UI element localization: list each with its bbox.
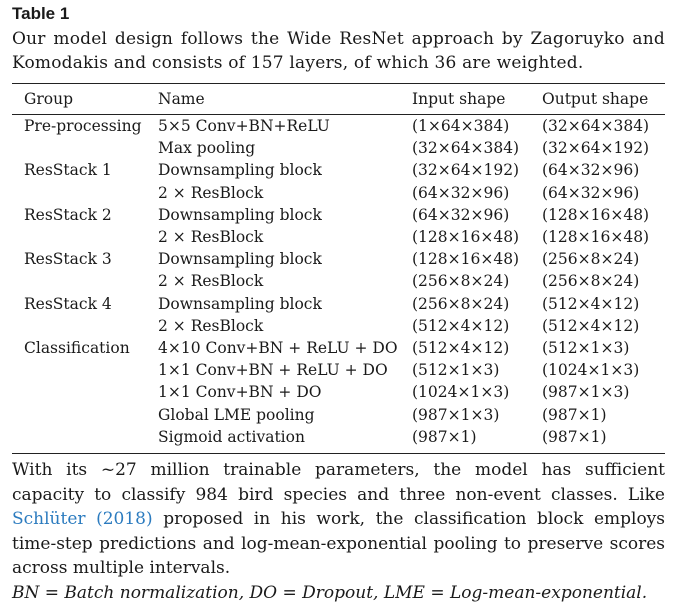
cell-group: [12, 315, 158, 337]
cell-name: 2 × ResBlock: [158, 183, 264, 202]
table-bottom-rule: [12, 453, 665, 454]
table-row: [12, 337, 665, 359]
cell-output-shape: (64×32×96): [542, 183, 640, 202]
cell-input-shape: (987×1): [412, 427, 477, 446]
cell-output-shape: (32×64×192): [542, 139, 650, 158]
cell-input-shape: (32×64×192): [412, 161, 520, 180]
cell-group: [12, 226, 158, 248]
cell-output-shape: (987×1): [542, 427, 607, 446]
table-body: [12, 115, 665, 454]
body-text-after-link: proposed in his work, the classification block employs time-step predictions and log-mean-exponential pooling to preserve scores across multiple intervals.: [12, 509, 666, 579]
table-row: [12, 404, 665, 426]
cell-output-shape: (987×1): [542, 405, 607, 424]
cell-name: Downsampling block: [158, 205, 322, 224]
table-label: Table 1: [12, 4, 70, 23]
cell-name: Downsampling block: [158, 294, 322, 313]
cell-input-shape: (1×64×384): [412, 117, 510, 135]
cell-name: Downsampling block: [158, 161, 322, 180]
cell-input-shape: (987×1×3): [412, 405, 500, 424]
body-paragraph: [12, 458, 665, 581]
table-row: [12, 381, 665, 403]
header-group: Group: [24, 90, 74, 108]
cell-group: Classification: [24, 339, 130, 358]
cell-group: ResStack 1: [24, 161, 112, 180]
table-row: [12, 293, 665, 315]
cell-name: Downsampling block: [158, 250, 322, 269]
cell-group: ResStack 3: [24, 250, 112, 269]
model-architecture-table: [12, 84, 665, 453]
cell-group: [12, 426, 158, 453]
citation-link-schluter-2018[interactable]: Schlüter (2018): [12, 509, 153, 530]
header-output-shape: Output shape: [542, 90, 649, 108]
cell-name: Sigmoid activation: [158, 427, 305, 446]
abbreviations-footnote: BN = Batch normalization, DO = Dropout, LME = Log-mean-exponential.: [12, 582, 648, 603]
cell-input-shape: (512×1×3): [412, 361, 500, 380]
cell-output-shape: (512×1×3): [542, 339, 630, 358]
cell-input-shape: (128×16×48): [412, 250, 520, 269]
header-input-shape: Input shape: [412, 90, 506, 108]
cell-output-shape: (512×4×12): [542, 294, 640, 313]
cell-name: 5×5 Conv+BN+ReLU: [158, 117, 330, 135]
cell-input-shape: (512×4×12): [412, 339, 510, 358]
cell-input-shape: (64×32×96): [412, 205, 510, 224]
cell-output-shape: (128×16×48): [542, 205, 650, 224]
table-row: [12, 270, 665, 292]
table-row: [12, 226, 665, 248]
body-text-before-link: With its ~27 million trainable parameters, the model has sufficient capacity to classify 984 bird species and three non-event classes. Like: [12, 460, 665, 505]
table-row: [12, 182, 665, 204]
cell-output-shape: (256×8×24): [542, 250, 640, 269]
cell-input-shape: (128×16×48): [412, 228, 520, 247]
cell-name: 1×1 Conv+BN + ReLU + DO: [158, 361, 388, 380]
cell-group: ResStack 2: [24, 205, 112, 224]
cell-name: 4×10 Conv+BN + ReLU + DO: [158, 339, 398, 358]
cell-name: Max pooling: [158, 139, 256, 158]
cell-input-shape: (512×4×12): [412, 316, 510, 335]
header-name: Name: [158, 90, 205, 108]
cell-input-shape: (256×8×24): [412, 294, 510, 313]
cell-group: [12, 381, 158, 403]
cell-output-shape: (512×4×12): [542, 316, 640, 335]
cell-group: Pre-processing: [24, 117, 142, 135]
table-header-row: [12, 84, 665, 115]
cell-input-shape: (256×8×24): [412, 272, 510, 291]
table-row: [12, 204, 665, 226]
cell-input-shape: (64×32×96): [412, 183, 510, 202]
cell-group: [12, 137, 158, 159]
cell-group: [12, 270, 158, 292]
cell-output-shape: (64×32×96): [542, 161, 640, 180]
cell-output-shape: (987×1×3): [542, 383, 630, 402]
table-row: [12, 359, 665, 381]
cell-name: 2 × ResBlock: [158, 316, 264, 335]
table-row: [12, 159, 665, 181]
table-row: [12, 137, 665, 159]
cell-group: [12, 359, 158, 381]
cell-name: 2 × ResBlock: [158, 228, 264, 247]
cell-output-shape: (32×64×384): [542, 117, 650, 135]
table-row: [12, 115, 665, 137]
cell-group: [12, 182, 158, 204]
table-row: [12, 426, 665, 453]
cell-name: Global LME pooling: [158, 405, 315, 424]
cell-group: [12, 404, 158, 426]
cell-input-shape: (32×64×384): [412, 139, 520, 158]
cell-group: ResStack 4: [24, 294, 112, 313]
cell-output-shape: (256×8×24): [542, 272, 640, 291]
cell-name: 1×1 Conv+BN + DO: [158, 383, 322, 402]
table-row: [12, 248, 665, 270]
cell-output-shape: (128×16×48): [542, 228, 650, 247]
cell-output-shape: (1024×1×3): [542, 361, 640, 380]
cell-input-shape: (1024×1×3): [412, 383, 510, 402]
table-caption: Our model design follows the Wide ResNet approach by Zagoruyko and Komodakis and consists of 157 layers, of which 36 are weighted.: [12, 29, 665, 73]
table-row: [12, 315, 665, 337]
cell-name: 2 × ResBlock: [158, 272, 264, 291]
